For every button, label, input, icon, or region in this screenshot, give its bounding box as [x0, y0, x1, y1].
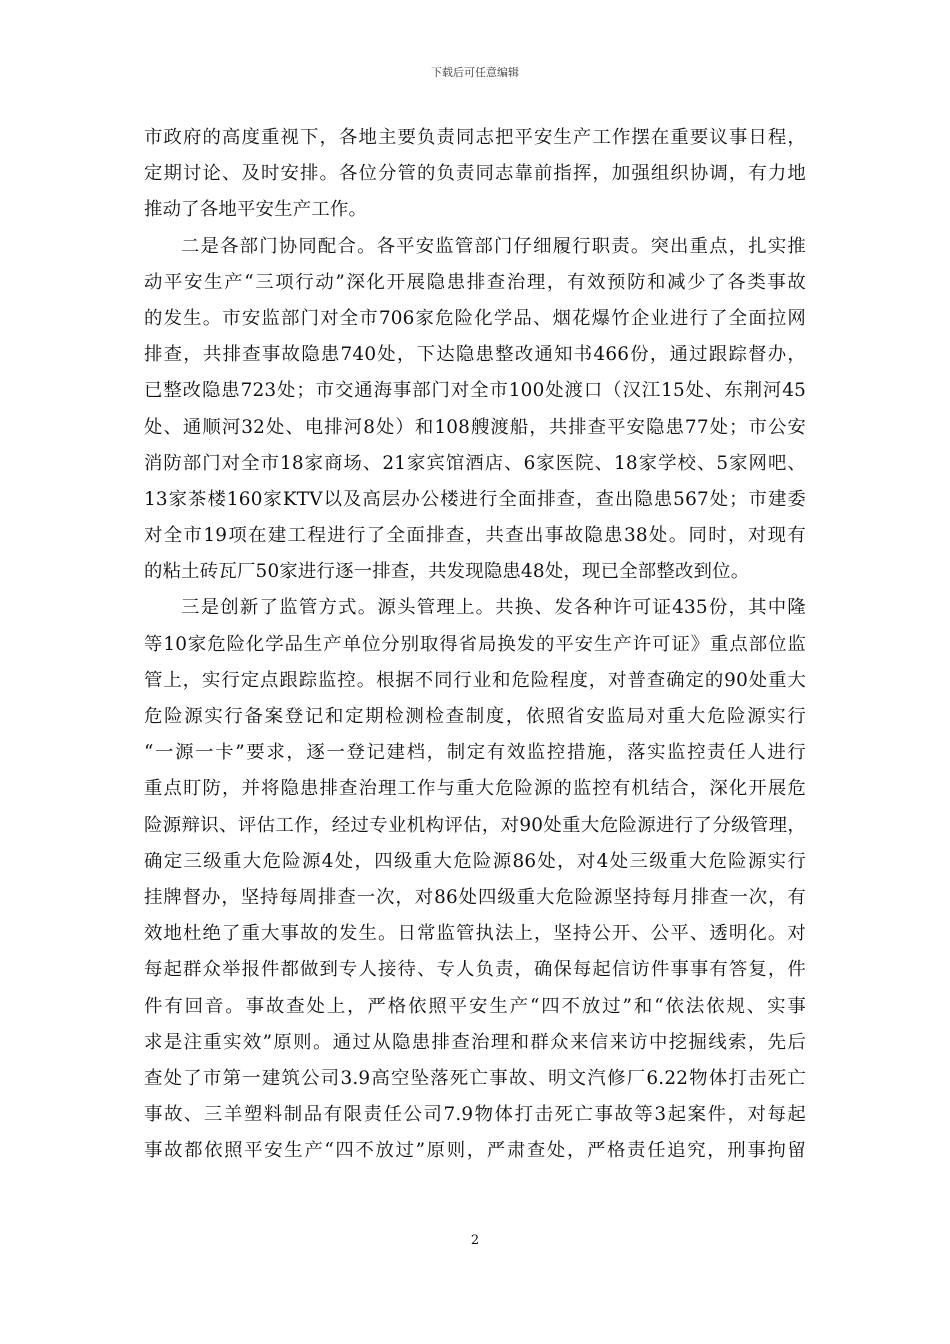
text-line: 处、通顺河32处、电排河8处）和108艘渡船，共排查平安隐患77处；市公安 [144, 416, 806, 438]
text-line: 求是注重实效”原则。通过从隐患排查治理和群众来信来访中挖掘线索，先后 [144, 1031, 806, 1053]
text-line: 对全市19项在建工程进行了全面排查，共查出事故隐患38处。同时，对现有 [144, 525, 806, 547]
text-line: 确定三级重大危险源4处，四级重大危险源86处，对4处三级重大危险源实行 [144, 850, 806, 872]
text-line: 二是各部门协同配合。各平安监管部门仔细履行职责。突出重点，扎实推 [181, 235, 806, 257]
text-line: 挂牌督办，坚持每周排查一次，对86处四级重大危险源坚持每月排查一次，有 [144, 886, 806, 908]
text-line: 的粘土砖瓦厂50家进行逐一排查，共发现隐患48处，现已全部整改到位。 [144, 561, 750, 583]
text-line: 已整改隐患723处；市交通海事部门对全市100处渡口（汉江15处、东荆河45 [144, 380, 806, 402]
text-line: 的发生。市安监部门对全市706家危险化学品、烟花爆竹企业进行了全面拉网 [144, 307, 806, 329]
text-line: 危险源实行备案登记和定期检测检查制度，依照省安监局对重大危险源实行 [144, 706, 806, 727]
text-line: 事故、三羊塑料制品有限责任公司7.9物体打击死亡事故等3起案件，对每起 [144, 1104, 806, 1126]
text-line: 管上，实行定点跟踪监控。根据不同行业和危险程度，对普查确定的90处重大 [144, 669, 806, 691]
text-line: 等10家危险化学品生产单位分别取得省局换发的平安生产许可证》重点部位监 [144, 633, 806, 655]
text-line: 定期讨论、及时安排。各位分管的负责同志靠前指挥，加强组织协调，有力地 [144, 163, 806, 185]
page-number: 2 [470, 1233, 480, 1248]
text-line: 排查，共排查事故隐患740处，下达隐患整改通知书466份，通过跟踪督办， [144, 344, 806, 366]
document-body [144, 120, 806, 1169]
text-line: 市政府的高度重视下，各地主要负责同志把平安生产工作摆在重要议事日程， [144, 127, 806, 148]
text-line: 事故都依照平安生产“四不放过”原则，严肃查处，严格责任追究，刑事拘留 [144, 1140, 806, 1162]
text-line: 重点盯防，并将隐患排查治理工作与重大危险源的监控有机结合，深化开展危 [144, 778, 806, 800]
text-line: 件有回音。事故查处上，严格依照平安生产“四不放过”和“依法依规、实事 [144, 995, 806, 1017]
text-line: 推动了各地平安生产工作。 [144, 199, 368, 221]
text-line: 三是创新了监管方式。源头管理上。共换、发各种许可证435份，其中隆 [181, 597, 806, 619]
text-line: 动平安生产“三项行动”深化开展隐患排查治理，有效预防和减少了各类事故 [144, 271, 806, 293]
text-line: 每起群众举报件都做到专人接待、专人负责，确保每起信访件事事有答复，件 [144, 959, 806, 981]
text-line: 效地杜绝了重大事故的发生。日常监管执法上，坚持公开、公平、透明化。对 [144, 923, 806, 945]
text-line: 消防部门对全市18家商场、21家宾馆酒店、6家医院、18家学校、5家网吧、 [144, 452, 806, 474]
text-line: 险源辩识、评估工作，经过专业机构评估，对90处重大危险源进行了分级管理， [144, 814, 806, 836]
text-line: 13家茶楼160家KTV以及高层办公楼进行全面排查，查出隐患567处；市建委 [144, 488, 806, 510]
text-line: “一源一卡”要求，逐一登记建档，制定有效监控措施，落实监控责任人进行 [144, 742, 806, 764]
text-line: 查处了市第一建筑公司3.9高空坠落死亡事故、明文汽修厂6.22物体打击死亡 [144, 1067, 806, 1089]
page-header: 下载后可任意编辑 [431, 66, 519, 79]
